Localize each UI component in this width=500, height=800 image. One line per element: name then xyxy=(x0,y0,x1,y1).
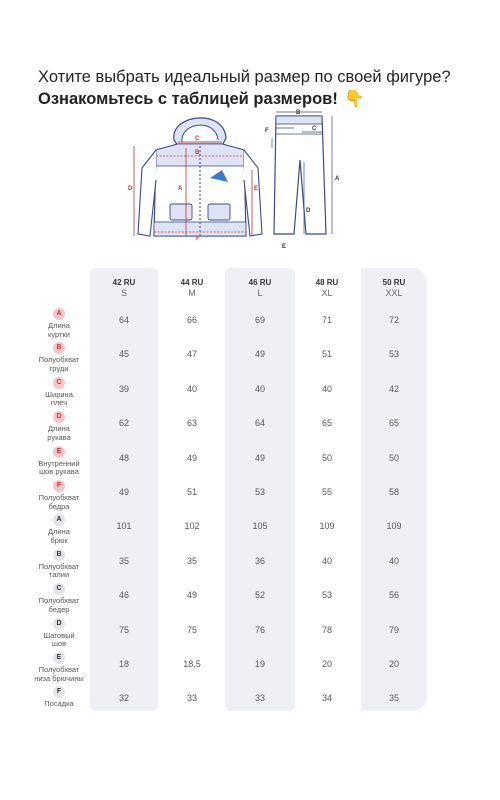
table-cell: 78 xyxy=(321,624,332,635)
table-cell: 56 xyxy=(388,590,399,601)
row-label xyxy=(20,342,98,373)
measurement-label-line: Полуобхват xyxy=(38,493,80,502)
heading-cta-text: Ознакомьтесь с таблицей размеров! xyxy=(38,90,338,108)
jacket-drawing xyxy=(128,118,262,242)
svg-text:F: F xyxy=(265,128,269,134)
measurement-label-line: Длина xyxy=(48,424,70,434)
table-cell: 65 xyxy=(321,418,332,429)
size-header-ru: 44 RU xyxy=(180,278,204,287)
measurement-letter-badge: B xyxy=(53,549,65,561)
measurement-label xyxy=(20,597,98,614)
measurement-label-line: Шаговый xyxy=(43,630,75,640)
table-cell: 79 xyxy=(388,624,399,635)
table-cell: 36 xyxy=(254,555,265,566)
table-cell: 40 xyxy=(321,555,332,566)
measurement-label xyxy=(20,700,98,709)
table-cell: 62 xyxy=(118,418,129,429)
measurement-label-line: шов xyxy=(51,639,67,649)
table-cell: 49 xyxy=(186,452,197,463)
table-cell: 75 xyxy=(186,624,197,635)
table-cell: 64 xyxy=(254,418,265,429)
measurement-letter-badge: F xyxy=(53,480,65,492)
measurement-label-line: Внутренний xyxy=(38,458,80,468)
size-header xyxy=(364,278,424,298)
svg-text:B: B xyxy=(296,110,301,116)
table-cell: 51 xyxy=(321,349,332,360)
size-header-letter: XL xyxy=(321,288,333,298)
size-header-letter: L xyxy=(257,288,263,298)
svg-text:C: C xyxy=(195,136,200,142)
measurement-label-line: плеч xyxy=(50,398,68,408)
measurement-letter-badge: A xyxy=(53,308,65,320)
table-cell: 46 xyxy=(118,590,129,601)
table-cell: 20 xyxy=(388,659,399,669)
measurement-label-line: Полуобхват xyxy=(38,355,80,365)
table-cell: 69 xyxy=(254,315,265,325)
svg-text:F: F xyxy=(196,236,200,242)
measurement-letter-badge: F xyxy=(53,686,65,698)
measurement-label-line: брюк xyxy=(50,535,68,545)
table-cell: 48 xyxy=(118,452,129,463)
measurement-label xyxy=(20,460,98,477)
svg-text:D: D xyxy=(128,186,133,192)
measurement-letter-badge: C xyxy=(53,377,65,389)
measurement-label-line: Полуобхват xyxy=(38,561,80,571)
svg-text:D: D xyxy=(306,208,311,214)
table-cell: 49 xyxy=(118,487,129,497)
row-label xyxy=(20,549,98,580)
measurement-label-line: груди xyxy=(49,363,69,373)
table-cell: 20 xyxy=(321,659,332,669)
measurement-label-line: шов рукава xyxy=(39,467,79,477)
table-cell: 33 xyxy=(186,693,197,704)
size-header xyxy=(162,278,222,298)
measurement-label-line: низа брючины xyxy=(34,673,84,683)
table-cell: 102 xyxy=(184,521,200,532)
row-label xyxy=(20,308,98,339)
table-cell: 18 xyxy=(118,659,129,669)
svg-text:E: E xyxy=(254,186,259,192)
table-cell: 50 xyxy=(388,452,399,463)
row-label xyxy=(20,686,98,709)
size-header-ru: 46 RU xyxy=(248,278,272,287)
table-cell: 49 xyxy=(254,452,265,463)
size-header xyxy=(94,278,154,298)
measurement-label-line: Длина xyxy=(48,321,70,330)
table-cell: 18,5 xyxy=(183,659,201,669)
table-cell: 49 xyxy=(186,590,197,601)
table-cell: 34 xyxy=(321,693,332,704)
table-cell: 58 xyxy=(388,487,399,497)
row-label xyxy=(20,377,98,408)
table-cell: 42 xyxy=(388,383,399,394)
measurement-label-line: Полуобхват xyxy=(38,596,80,606)
table-cell: 40 xyxy=(254,383,265,394)
row-label xyxy=(20,583,98,614)
size-header xyxy=(230,278,290,298)
measurement-label-line: бедер xyxy=(48,604,70,614)
pants-drawing xyxy=(265,110,340,250)
table-cell: 72 xyxy=(388,315,399,325)
table-cell: 32 xyxy=(118,693,129,704)
row-label xyxy=(20,652,98,683)
measurement-label-line: куртки xyxy=(48,329,70,339)
table-cell: 63 xyxy=(186,418,197,429)
table-cell: 105 xyxy=(252,521,268,532)
row-label xyxy=(20,411,98,442)
measurement-label xyxy=(20,391,98,408)
row-label xyxy=(20,618,98,649)
measurement-label-line: рукава xyxy=(47,432,71,442)
measurement-letter-badge: E xyxy=(53,446,65,458)
table-cell: 35 xyxy=(388,693,399,704)
size-header-ru: 48 RU xyxy=(315,278,339,287)
table-cell: 109 xyxy=(319,521,335,532)
table-cell: 101 xyxy=(116,521,132,532)
measurement-label xyxy=(20,563,98,580)
table-cell: 33 xyxy=(254,693,265,704)
row-label xyxy=(20,446,98,477)
row-label xyxy=(20,514,98,545)
measurement-letter-badge: B xyxy=(53,342,65,354)
measurement-label xyxy=(20,356,98,373)
table-cell: 53 xyxy=(388,349,399,360)
table-cell: 53 xyxy=(321,590,332,601)
measurement-label-line: талии xyxy=(48,570,70,580)
table-cell: 64 xyxy=(118,315,129,325)
measurement-label xyxy=(20,632,98,649)
table-cell: 50 xyxy=(321,452,332,463)
table-cell: 53 xyxy=(254,487,265,497)
measurement-label xyxy=(20,528,98,545)
measurement-label-line: бедра xyxy=(48,501,70,511)
table-cell: 75 xyxy=(118,624,129,635)
svg-text:E: E xyxy=(282,244,287,250)
measurement-label xyxy=(20,425,98,442)
measurement-label-line: Полуобхват xyxy=(38,665,80,674)
size-header-letter: XXL xyxy=(385,288,403,298)
measurement-letter-badge: D xyxy=(53,411,65,423)
table-cell: 40 xyxy=(321,383,332,394)
table-cell: 51 xyxy=(186,487,197,497)
size-header-letter: M xyxy=(188,288,196,298)
size-header xyxy=(297,278,357,298)
size-header-ru: 42 RU xyxy=(112,278,136,287)
table-cell: 109 xyxy=(386,521,402,532)
table-cell: 40 xyxy=(388,555,399,566)
table-cell: 55 xyxy=(321,487,332,497)
garment-illustration xyxy=(126,108,376,260)
heading-question: Хотите выбрать идеальный размер по своей фигуре? xyxy=(38,68,451,86)
table-cell: 39 xyxy=(118,383,129,394)
table-cell: 76 xyxy=(254,624,265,635)
size-header-letter: S xyxy=(120,288,127,298)
heading xyxy=(38,66,478,110)
measurement-label xyxy=(20,494,98,511)
table-cell: 66 xyxy=(186,315,197,325)
table-cell: 35 xyxy=(118,555,129,566)
pointing-down-icon: 👇 xyxy=(344,89,365,108)
measurement-label-line: Ширина xyxy=(45,389,73,399)
measurement-letter-badge: C xyxy=(53,583,65,595)
svg-text:B: B xyxy=(195,150,200,156)
table-cell: 49 xyxy=(254,349,265,360)
measurement-letter-badge: A xyxy=(53,514,65,526)
table-cell: 52 xyxy=(254,590,265,601)
table-cell: 35 xyxy=(186,555,197,566)
table-cell: 71 xyxy=(321,315,332,325)
heading-call-to-action xyxy=(38,88,478,110)
table-cell: 47 xyxy=(186,349,197,360)
measurement-letter-badge: D xyxy=(53,618,65,630)
measurement-label-line: Длина xyxy=(48,527,70,537)
row-label xyxy=(20,480,98,511)
size-header-ru: 50 RU xyxy=(382,278,406,287)
measurement-label-line: Посадка xyxy=(44,699,74,709)
table-cell: 19 xyxy=(254,659,265,669)
table-cell: 45 xyxy=(118,349,129,360)
measurement-label xyxy=(20,666,98,683)
svg-text:A: A xyxy=(178,186,183,192)
svg-text:A: A xyxy=(335,176,340,182)
table-cell: 65 xyxy=(388,418,399,429)
svg-text:C: C xyxy=(312,126,317,132)
measurement-letter-badge: E xyxy=(53,652,65,664)
measurement-label xyxy=(20,322,98,339)
table-cell: 40 xyxy=(186,383,197,394)
